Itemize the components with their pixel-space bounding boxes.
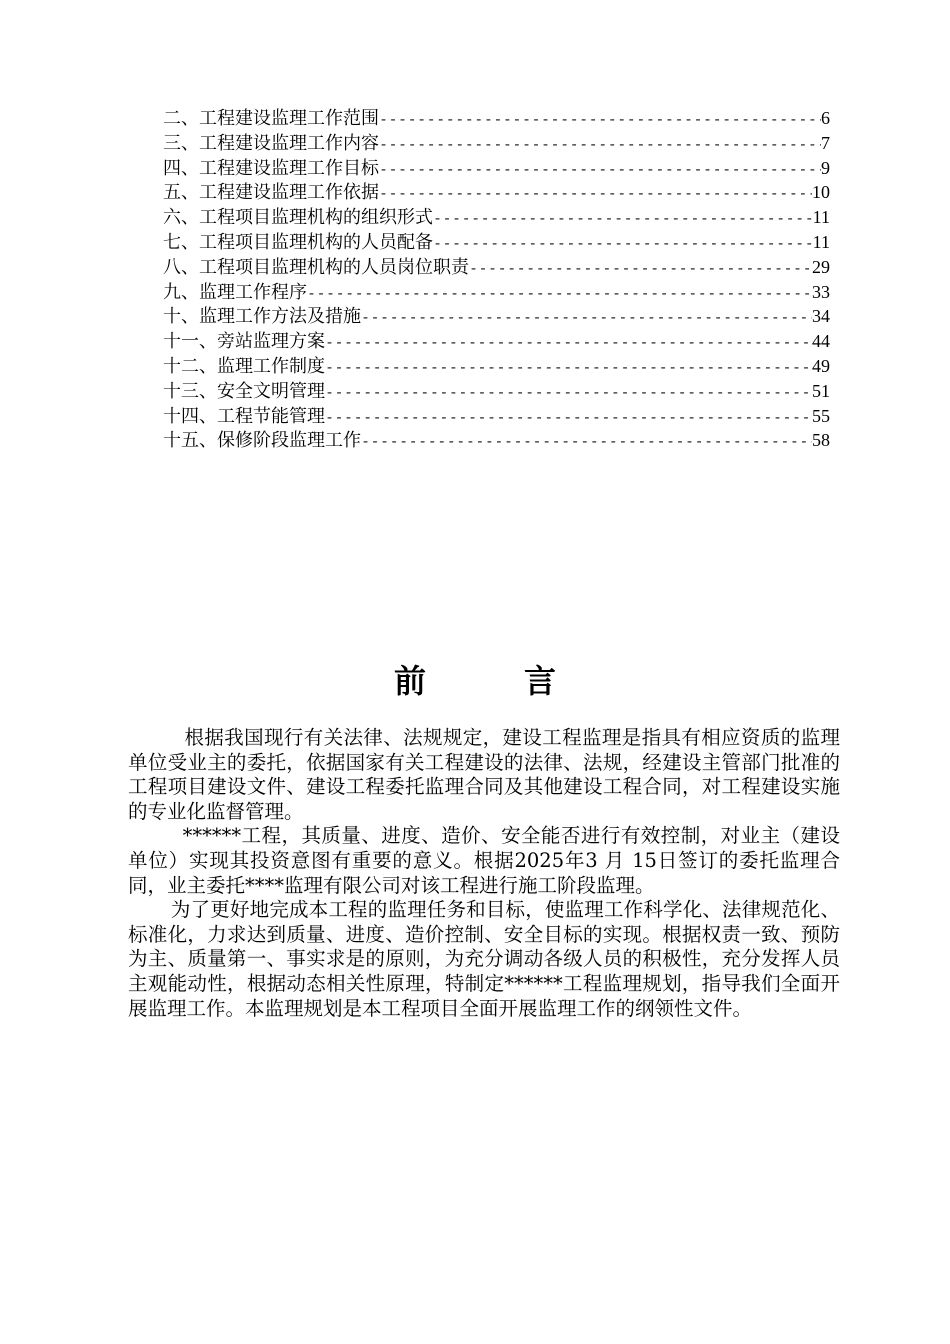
toc-leader bbox=[325, 330, 812, 355]
toc-leader bbox=[469, 256, 812, 281]
toc-leader bbox=[379, 181, 812, 206]
toc-entry-page: 6 bbox=[821, 108, 830, 128]
toc-leader bbox=[433, 231, 813, 256]
toc-entry-page: 58 bbox=[812, 430, 830, 451]
toc-entry-page: 44 bbox=[812, 331, 830, 352]
toc-entry-title: 六、工程项目监理机构的组织形式 bbox=[163, 207, 433, 229]
toc-entry-title: 十五、保修阶段监理工作 bbox=[163, 430, 361, 452]
toc-leader bbox=[433, 206, 813, 231]
toc-entry[interactable] bbox=[163, 156, 830, 181]
toc-entry-title: 五、工程建设监理工作依据 bbox=[163, 182, 379, 204]
toc-entry-title: 十二、监理工作制度 bbox=[163, 355, 325, 377]
toc-entry-title: 八、工程项目监理机构的人员岗位职责 bbox=[163, 256, 469, 278]
toc-entry-title: 十三、安全文明管理 bbox=[163, 380, 325, 402]
toc-entry-page: 33 bbox=[812, 281, 830, 302]
toc-entry-page: 11 bbox=[812, 231, 830, 252]
toc-entry-page: 10 bbox=[812, 182, 830, 203]
toc-entry[interactable] bbox=[163, 304, 830, 329]
toc-entry-page: 34 bbox=[812, 306, 830, 327]
preface-paragraph-2: ******工程，其质量、进度、造价、安全能否进行有效控制，对业主（建设单位）实现其投资意图有重要的意义。根据2025年3 月 15日签订的委托监理合同，业主委托****监理有限公司对该工程进行施工阶段监理。 bbox=[128, 824, 840, 897]
preface-paragraph-1: 根据我国现行有关法律、法规规定，建设工程监理是指具有相应资质的监理单位受业主的委托，依据国家有关工程建设的法律、法规，经建设主管部门批准的工程项目建设文件、建设工程委托监理合同及其他建设工程合同，对工程建设实施的专业化监督管理。 bbox=[128, 726, 840, 823]
toc-entry-page: 51 bbox=[812, 380, 830, 401]
toc-entry-title: 十、监理工作方法及措施 bbox=[163, 306, 361, 328]
toc-entry[interactable] bbox=[163, 230, 830, 255]
toc-entry-title: 十一、旁站监理方案 bbox=[163, 331, 325, 353]
toc-entry-title: 九、监理工作程序 bbox=[163, 281, 307, 303]
toc-entry[interactable] bbox=[163, 180, 830, 205]
toc-entry-title: 四、工程建设监理工作目标 bbox=[163, 157, 379, 179]
preface-heading bbox=[0, 656, 950, 702]
toc-entry-page: 29 bbox=[812, 256, 830, 277]
toc-leader bbox=[307, 281, 812, 306]
preface-heading-char-1: 前 bbox=[393, 662, 426, 700]
toc-leader bbox=[325, 355, 812, 380]
toc-leader bbox=[379, 157, 821, 182]
toc-entry[interactable] bbox=[163, 255, 830, 280]
toc-entry[interactable] bbox=[163, 354, 830, 379]
toc-leader bbox=[379, 132, 821, 157]
toc-entry-title: 三、工程建设监理工作内容 bbox=[163, 132, 379, 154]
table-of-contents bbox=[163, 106, 830, 453]
preface-body bbox=[128, 726, 840, 1021]
toc-entry[interactable] bbox=[163, 379, 830, 404]
toc-entry-page: 9 bbox=[821, 157, 830, 178]
toc-entry[interactable] bbox=[163, 131, 830, 156]
toc-entry-title: 十四、工程节能管理 bbox=[163, 405, 325, 427]
toc-leader bbox=[379, 107, 821, 132]
toc-entry[interactable] bbox=[163, 428, 830, 453]
preface-heading-char-2: 言 bbox=[524, 662, 557, 700]
toc-entry-page: 55 bbox=[812, 405, 830, 426]
toc-entry[interactable] bbox=[163, 280, 830, 305]
toc-entry[interactable] bbox=[163, 329, 830, 354]
toc-entry[interactable] bbox=[163, 404, 830, 429]
toc-entry-title: 七、工程项目监理机构的人员配备 bbox=[163, 231, 433, 253]
toc-leader bbox=[361, 305, 812, 330]
toc-leader bbox=[325, 380, 812, 405]
preface-paragraph-3: 为了更好地完成本工程的监理任务和目标，使监理工作科学化、法律规范化、标准化，力求达到质量、进度、造价控制、安全目标的实现。根据权责一致、预防为主、质量第一、事实求是的原则，为充分调动各级人员的积极性，充分发挥人员主观能动性，根据动态相关性原理，特制定******工程监理规划，指导我们全面开展监理工作。本监理规划是本工程项目全面开展监理工作的纲领性文件。 bbox=[128, 898, 840, 1020]
toc-entry-page: 7 bbox=[821, 132, 830, 153]
toc-entry[interactable] bbox=[163, 205, 830, 230]
toc-entry-title: 二、工程建设监理工作范围 bbox=[163, 108, 379, 129]
toc-leader bbox=[361, 429, 812, 454]
toc-entry-page: 11 bbox=[812, 207, 830, 228]
toc-entry[interactable] bbox=[163, 106, 830, 131]
toc-entry-page: 49 bbox=[812, 355, 830, 376]
toc-leader bbox=[325, 405, 812, 430]
